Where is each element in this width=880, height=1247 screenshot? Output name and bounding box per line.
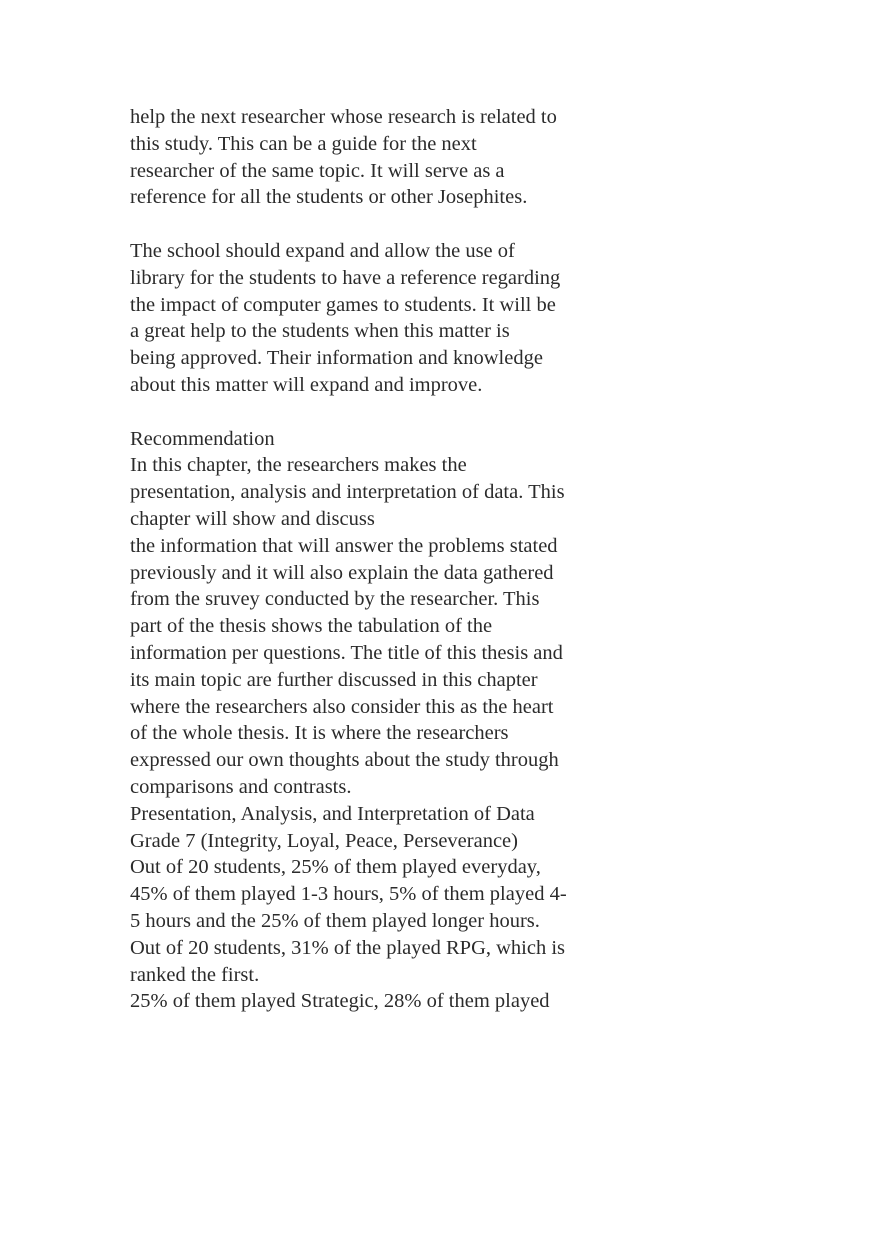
text-line: 25% of them played Strategic, 28% of them played — [130, 990, 550, 1013]
text-line: ranked the first. — [130, 963, 260, 986]
text-line: 45% of them played 1-3 hours, 5% of them played 4- — [130, 883, 567, 906]
section-heading-presentation: Presentation, Analysis, and Interpretation of Data — [130, 802, 535, 825]
text-line: where the researchers also consider this as the heart — [130, 695, 554, 718]
text-line: library for the students to have a reference regarding — [130, 266, 561, 289]
text-line: a great help to the students when this matter is — [130, 320, 510, 343]
text-line: Grade 7 (Integrity, Loyal, Peace, Perseverance) — [130, 829, 518, 852]
text-line: Out of 20 students, 31% of the played RPG, which is — [130, 936, 566, 959]
paragraph-school-library — [130, 238, 630, 399]
paragraph-gap — [130, 399, 630, 426]
text-line: part of the thesis shows the tabulation of the — [130, 615, 493, 638]
paragraph-next-researcher — [130, 104, 630, 211]
text-line: 5 hours and the 25% of them played longer hours. — [130, 909, 540, 932]
text-line: its main topic are further discussed in this chapter — [130, 668, 538, 691]
text-line: from the sruvey conducted by the researcher. This — [130, 588, 540, 611]
text-line: The school should expand and allow the use of — [130, 239, 515, 262]
text-line: about this matter will expand and improve. — [130, 373, 483, 396]
text-line: of the whole thesis. It is where the researchers — [130, 722, 509, 745]
document-page — [130, 104, 630, 1015]
text-line: the information that will answer the problems stated — [130, 534, 558, 557]
text-line: information per questions. The title of this thesis and — [130, 641, 563, 664]
text-line: being approved. Their information and knowledge — [130, 347, 543, 370]
text-line: Out of 20 students, 25% of them played everyday, — [130, 856, 541, 879]
section-heading-recommendation: Recommendation — [130, 427, 275, 450]
text-line: expressed our own thoughts about the study through — [130, 749, 559, 772]
text-line: help the next researcher whose research is related to — [130, 106, 557, 128]
text-line: reference for all the students or other Josephites. — [130, 186, 528, 209]
text-line: comparisons and contrasts. — [130, 775, 352, 798]
text-line: the impact of computer games to students. It will be — [130, 293, 556, 316]
text-line: presentation, analysis and interpretation of data. This — [130, 481, 565, 504]
text-line: chapter will show and discuss — [130, 507, 375, 530]
text-line: previously and it will also explain the data gathered — [130, 561, 554, 584]
text-line: researcher of the same topic. It will serve as a — [130, 159, 505, 182]
paragraph-gap — [130, 211, 630, 238]
text-line: In this chapter, the researchers makes the — [130, 454, 467, 477]
text-line: this study. This can be a guide for the next — [130, 132, 477, 155]
paragraph-recommendation — [130, 426, 630, 1016]
